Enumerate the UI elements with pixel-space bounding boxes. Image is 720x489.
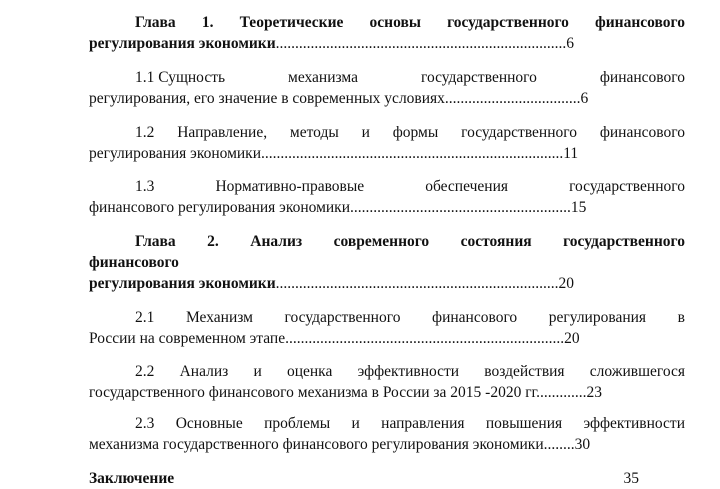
chapter-1-heading-line <box>89 12 685 33</box>
toc-word: формы <box>392 124 439 141</box>
chapter-2-title-line <box>89 273 685 294</box>
toc-word: Направление, <box>177 124 268 141</box>
toc-word: финансового <box>599 69 685 86</box>
chapter-1-title: регулирования экономики <box>89 35 276 52</box>
toc-word: финансового <box>595 14 685 31</box>
toc-word: современного <box>333 233 430 250</box>
toc-word: эффективности <box>357 363 460 380</box>
toc-word: Глава <box>135 14 176 31</box>
toc-word: Теоретические <box>239 14 344 31</box>
toc-word: государственного <box>420 69 537 86</box>
section-1-2-line-2: регулирования экономики..............................................................................11 <box>89 145 579 162</box>
toc-word: финансового <box>599 124 685 141</box>
toc-section-2-2 <box>89 361 685 403</box>
toc-word: государственного <box>461 124 577 141</box>
toc-word: 1.2 <box>135 124 155 141</box>
toc-section-2-3 <box>89 413 685 455</box>
toc-word: государственного <box>569 178 685 195</box>
toc-word: 1.3 <box>135 178 155 195</box>
toc-word: основы <box>369 14 421 31</box>
toc-conclusion <box>89 468 685 489</box>
toc-word: государственного <box>284 309 401 326</box>
conclusion-line <box>89 468 685 489</box>
toc-word: повышения <box>485 415 563 432</box>
toc-word: 2.2 <box>135 363 155 380</box>
toc-word: Анализ <box>250 233 303 250</box>
toc-word: 2.3 <box>135 415 155 432</box>
toc-word: механизма <box>288 69 359 86</box>
section-1-1-line-1 <box>89 67 685 88</box>
conclusion-title: Заключение <box>89 470 175 487</box>
toc-word: 2.1 <box>135 309 155 326</box>
toc-word: 1.1 Сущность <box>135 69 226 86</box>
toc-word: обеспечения <box>425 178 508 195</box>
toc-word: методы <box>289 124 339 141</box>
toc-word: состояния <box>460 233 532 250</box>
toc-section-1-1 <box>89 67 685 109</box>
toc-word: 1. <box>201 14 214 31</box>
section-2-3-line-1 <box>89 413 685 434</box>
toc-section-2-1 <box>89 307 685 349</box>
toc-word: в <box>677 309 685 326</box>
toc-word: регулирования <box>548 309 647 326</box>
section-2-2-line-1 <box>89 361 685 382</box>
section-1-2-line-1 <box>89 122 685 143</box>
toc-word: государственного <box>447 14 569 31</box>
toc-chapter-1 <box>89 12 685 54</box>
toc-word: государственного <box>563 233 685 250</box>
chapter-1-page: ...........................................................................6 <box>275 35 575 52</box>
chapter-2-page: .........................................................................20 <box>275 275 575 292</box>
toc-section-1-3 <box>89 176 685 218</box>
chapter-2-title: регулирования экономики <box>89 275 276 292</box>
toc-word: воздействия <box>484 363 565 380</box>
toc-word: направления <box>381 415 465 432</box>
toc-word: сложившегося <box>589 363 685 380</box>
toc-word: финансового <box>432 309 518 326</box>
section-2-3-line-2: механизма государственного финансового регулирования экономики........30 <box>89 436 591 453</box>
chapter-2-heading-line <box>89 231 685 252</box>
toc-word: и <box>351 415 360 432</box>
toc-word: Механизм <box>185 309 253 326</box>
toc-word: и <box>253 363 262 380</box>
toc-word: эффективности <box>583 415 685 432</box>
toc-word: Глава <box>135 233 176 250</box>
section-2-1-line-2: России на современном этапе........................................................................20 <box>89 330 580 347</box>
toc-word: Основные <box>175 415 243 432</box>
toc-chapter-2 <box>89 231 685 294</box>
toc-word: Нормативно-правовые <box>215 178 365 195</box>
section-2-2-line-2: государственного финансового механизма в России за 2015 -2020 гг.............23 <box>89 384 603 401</box>
section-1-3-line-1 <box>89 176 685 197</box>
section-1-1-line-2: регулирования, его значение в современных условиях...................................6 <box>89 90 589 107</box>
section-1-3-line-2: финансового регулирования экономики.........................................................15 <box>89 199 587 216</box>
toc-word: 2. <box>207 233 219 250</box>
toc-word: проблемы <box>264 415 331 432</box>
chapter-2-heading-wrap: финансового <box>89 254 179 271</box>
toc-word: и <box>361 124 370 141</box>
toc-word: Анализ <box>179 363 229 380</box>
toc-word: оценка <box>286 363 333 380</box>
toc-section-1-2 <box>89 122 685 164</box>
section-2-1-line-1 <box>89 307 685 328</box>
conclusion-page: 35 <box>623 470 639 487</box>
chapter-1-title-line <box>89 33 685 54</box>
